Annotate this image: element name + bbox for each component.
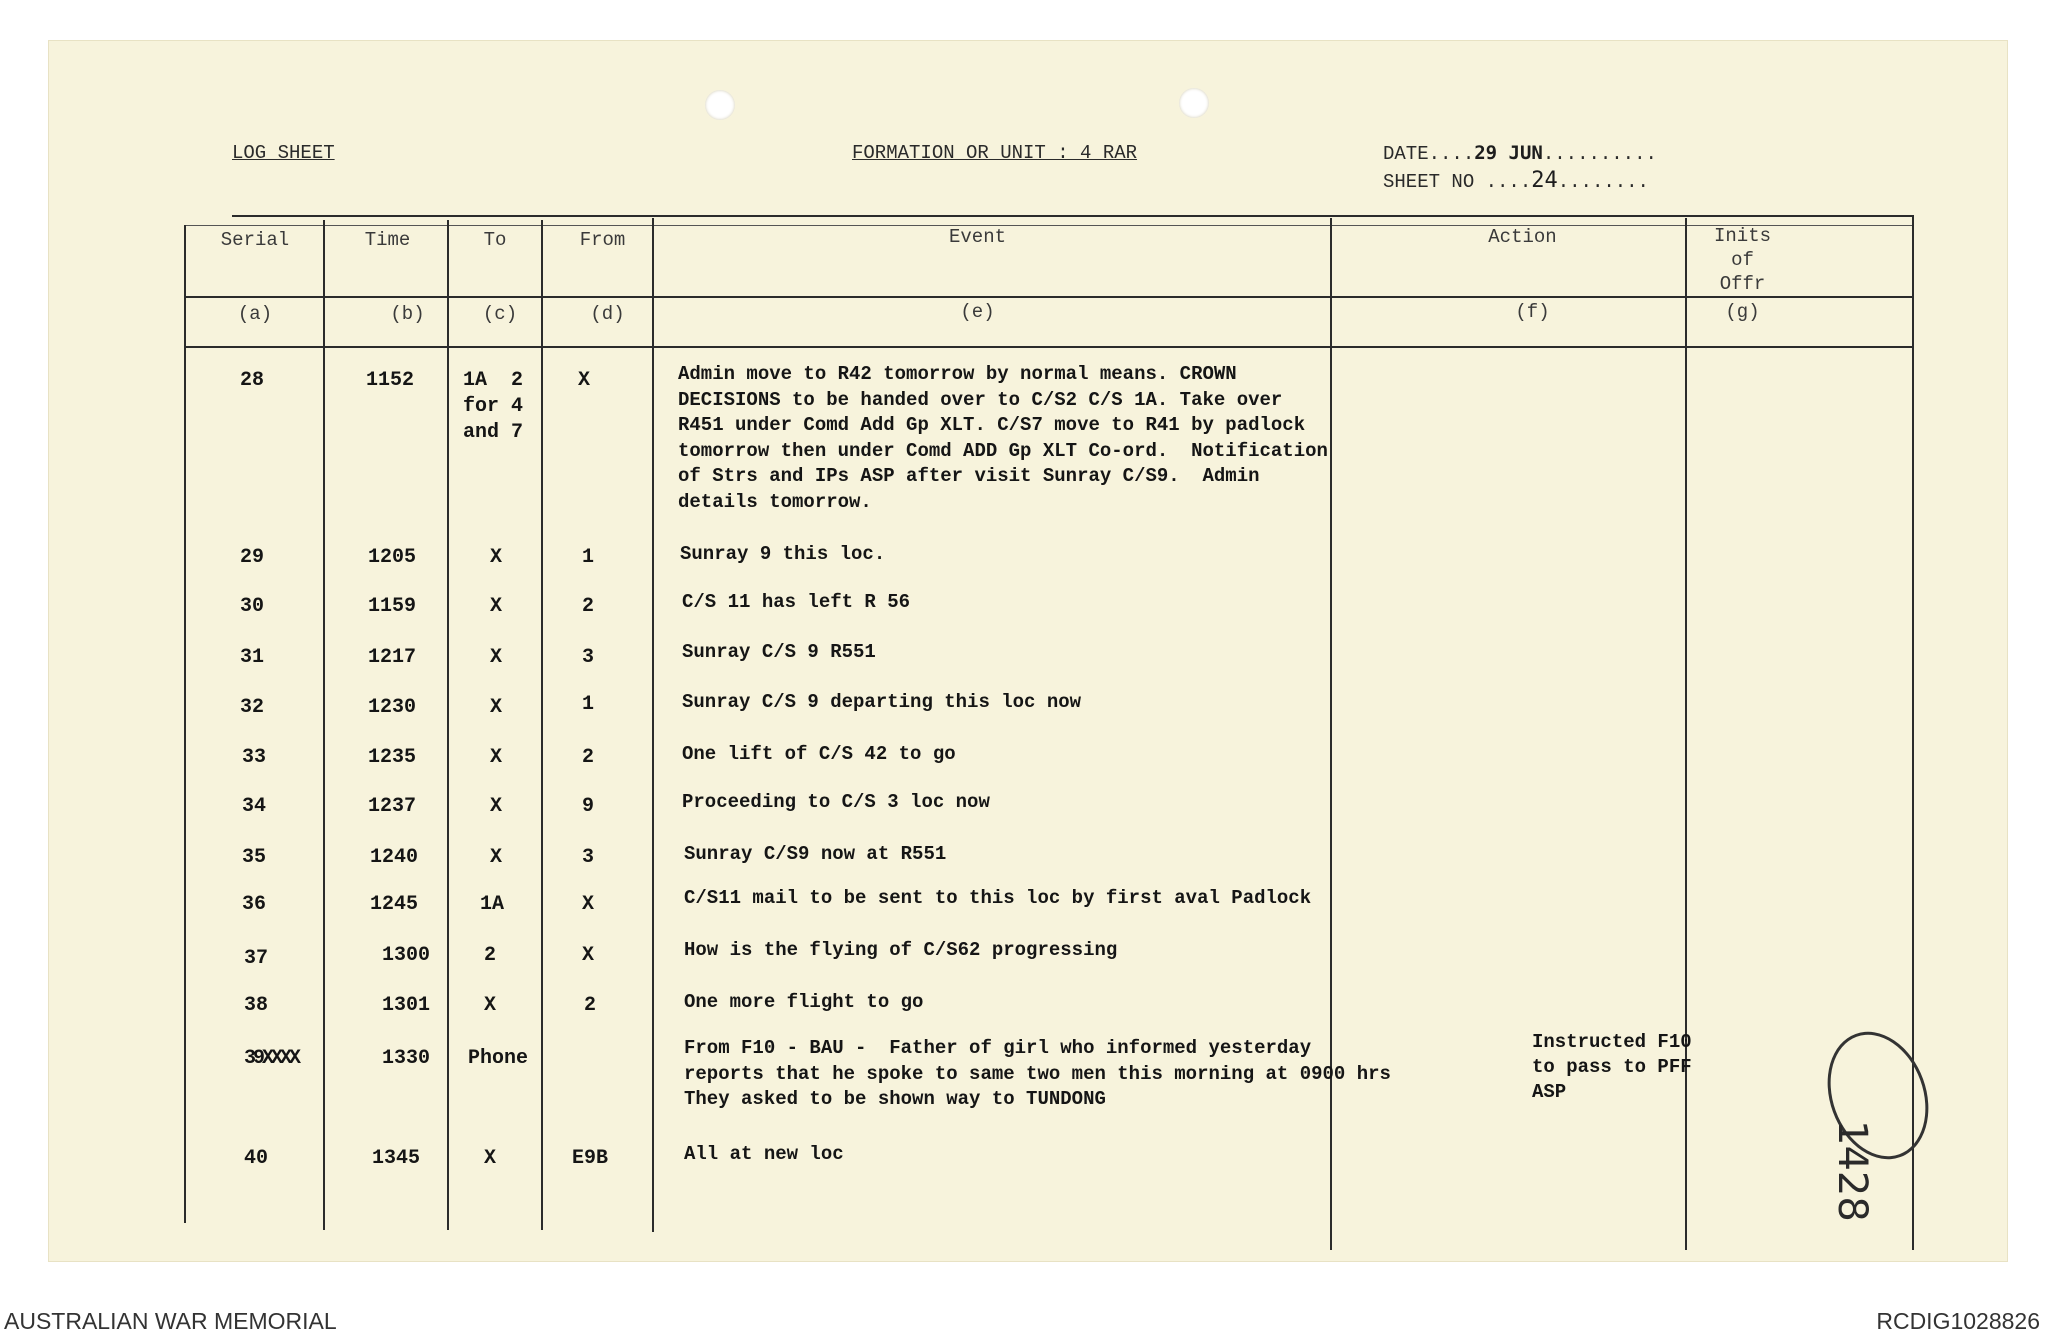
row-event: From F10 - BAU - Father of girl who informed yesterday reports that he spoke to same two men this morning at 0900 hrs They asked to be shown way to TUNDONG [684,1037,1391,1110]
row-serial: 31 [240,646,265,669]
footer-source: AUSTRALIAN WAR MEMORIAL [4,1308,337,1334]
col-event-letter: (e) [960,301,995,323]
col-to-letter: (c) [482,303,518,325]
col-from-header: From [579,229,626,251]
row-event: One more flight to go [684,991,924,1013]
punch-hole-right [1179,88,1209,118]
row-time: 1301 [382,994,431,1017]
col-border-left [184,225,186,1223]
row-event: One lift of C/S 42 to go [682,743,956,765]
row-event: Admin move to R42 tomorrow by normal means. CROWN DECISIONS to be handed over to C/S2 C/S 1A. Take over R451 under Comd Add Gp XLT. C/S7 move to R41 by padlock tomorrow then under Comd ADD Gp XLT Co-ord. Notification of Strs and IPs ASP after visit Sunray C/S9. Admin details tomorrow. [678,363,1328,513]
col-serial-letter: (a) [237,303,273,325]
col-border-from-event [652,218,654,1232]
row-serial: 34 [242,795,267,818]
row-to: X [490,846,503,869]
row-from: 9 [582,795,595,818]
row-time: 1245 [370,893,419,916]
col-time-letter: (b) [390,303,425,325]
row-event: How is the flying of C/S62 progressing [684,939,1118,961]
sheet-line [1383,168,1649,193]
row-event: Sunray C/S9 now at R551 [684,843,947,865]
row-from: 3 [582,846,595,869]
row-serial: 36 [242,893,267,916]
formation-unit: FORMATION OR UNIT : 4 RAR [852,142,1138,164]
row-to: X [490,546,503,569]
date-line [1383,142,1657,165]
row-from: X [578,369,591,392]
log-sheet-title: LOG SHEET [232,142,335,164]
date-value: 29 JUN [1474,142,1543,164]
row-serial: 32 [240,696,265,719]
col-border-to-from [541,220,543,1230]
col-inits-header: Inits of Offr [1713,225,1771,295]
col-from-letter: (d) [590,303,625,325]
row-to: X [490,746,503,769]
header-rule [184,296,1914,298]
punch-hole-left [705,90,735,120]
table-top-rule [232,215,1914,217]
row-event: Sunray 9 this loc. [680,543,886,565]
row-event: Sunray C/S 9 departing this loc now [682,691,1082,713]
row-time: 1330 [382,1047,431,1070]
row-from: E9B [572,1147,609,1170]
col-inits-letter: (g) [1725,301,1760,323]
sheet-label: SHEET NO .... [1383,171,1532,193]
row-time: 1240 [370,846,419,869]
col-serial-header: Serial [220,229,290,251]
row-serial: 30 [240,595,265,618]
row-event: C/S 11 has left R 56 [682,591,911,613]
row-serial: 29 [240,546,265,569]
row-serial: 38 [244,994,269,1017]
col-action-header: Action [1488,226,1557,248]
row-serial: 35 [242,846,267,869]
sheet-dots: ........ [1557,171,1649,193]
row-from: 2 [584,994,597,1017]
row-from: 1 [582,546,595,569]
row-time: 1152 [366,369,415,392]
row-to: 2 [484,944,497,967]
row-from: X [582,893,595,916]
date-label: DATE.... [1383,143,1475,165]
row-serial: 40 [244,1147,269,1170]
row-to: X [484,994,497,1017]
row-event: Sunray C/S 9 R551 [682,641,876,663]
row-to: X [490,646,503,669]
col-border-serial-time [323,220,325,1230]
row-time: 1230 [368,696,417,719]
date-dots: .......... [1542,143,1657,165]
letters-rule [184,346,1914,348]
row-to: X [490,696,503,719]
row-from: X [582,944,595,967]
row-serial: 33 [242,746,267,769]
row-event: C/S11 mail to be sent to this loc by first aval Padlock [684,887,1312,909]
row-serial: 28 [240,369,265,392]
row-to: Phone [468,1047,529,1070]
row-serial: 39XXXX [244,1047,299,1070]
row-to: X [490,595,503,618]
row-time: 1345 [372,1147,421,1170]
footer-id: RCDIG1028826 [1876,1308,2040,1334]
row-from: 1 [582,693,595,716]
row-event: Proceeding to C/S 3 loc now [682,791,990,813]
row-from: 3 [582,646,595,669]
row-from: 2 [582,746,595,769]
row-to: X [490,795,503,818]
row-time: 1300 [382,944,431,967]
col-to-header: To [483,229,507,251]
row-from: 2 [582,595,595,618]
row-time: 1235 [368,746,417,769]
row-time: 1159 [368,595,417,618]
stamp-number: 1428 [1829,1120,1875,1222]
row-time: 1205 [368,546,417,569]
col-time-header: Time [364,229,411,251]
row-to: X [484,1147,497,1170]
row-time: 1237 [368,795,417,818]
row-time: 1217 [368,646,417,669]
row-event: All at new loc [684,1143,844,1165]
row-action: Instructed F10 to pass to PFF ASP [1532,1031,1692,1103]
col-action-letter: (f) [1515,301,1550,323]
col-border-time-to [447,220,449,1230]
row-to: 1A 2 for 4 and 7 [463,369,524,444]
sheet-value: 24 [1531,168,1558,193]
row-to: 1A [480,893,505,916]
row-serial: 37 [244,947,269,970]
col-event-header: Event [948,226,1006,248]
